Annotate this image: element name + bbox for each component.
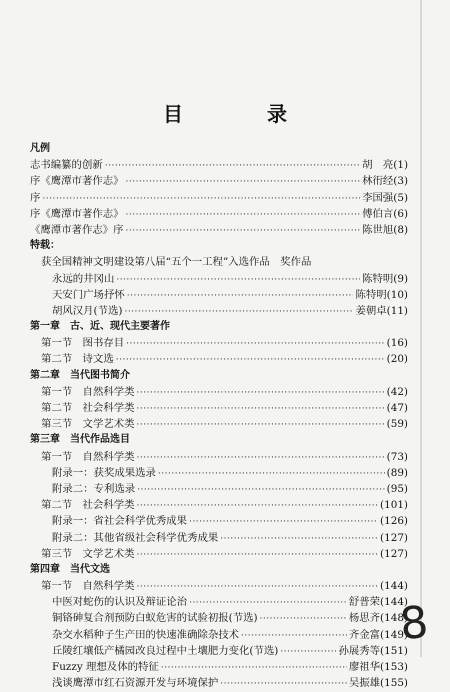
toc-entry-label: 第一章 古、近、现代主要著作 <box>30 321 170 333</box>
toc-dot-leader <box>137 498 379 514</box>
toc-entry <box>30 303 408 319</box>
toc-entry-page: 傅伯言(6) <box>362 207 408 220</box>
toc-entry-label: 第三节 文学艺术类 <box>41 418 135 431</box>
toc-dot-leader <box>42 191 360 207</box>
toc-entry <box>30 287 408 303</box>
toc-dot-leader <box>220 676 347 692</box>
toc-entry <box>30 497 408 513</box>
toc-entry-page: 陈世旭(8) <box>362 223 408 236</box>
toc-entry-page: 姜朝卓(11) <box>355 304 408 317</box>
toc-entry <box>30 400 408 416</box>
toc-entry-label: 获全国精神文明建设第八届“五个一工程”入选作品 奖作品 <box>41 256 312 269</box>
toc-entry-label: 第三节 文学艺术类 <box>41 547 135 560</box>
toc-entry-page: (95) <box>386 482 408 495</box>
toc-dot-leader <box>137 401 385 417</box>
toc-dot-leader <box>126 336 385 352</box>
toc-dot-leader <box>127 288 354 304</box>
toc-entry <box>30 610 408 626</box>
toc-dot-leader <box>241 628 347 644</box>
toc-dot-leader <box>280 644 336 660</box>
toc-dot-leader <box>124 304 353 320</box>
toc-entry <box>30 222 408 238</box>
toc-entry-label: 第四章 当代文选 <box>30 563 110 575</box>
toc-entry <box>30 530 408 546</box>
toc-entry-label: 铜铬砷复合剂预防白蚁危害的试验初报(节选) <box>52 612 258 625</box>
toc-entry-label: 胡风汉月(节选) <box>52 304 123 317</box>
toc-entry-label: 凡例 <box>30 143 50 154</box>
toc-entry-page: 舒普荣(144) <box>348 596 408 609</box>
toc-entry-label: 第一节 图书存目 <box>41 337 125 350</box>
toc-entry-label: 第二节 社会科学类 <box>41 499 135 512</box>
toc-entry-page: (144) <box>380 580 408 593</box>
toc-entry <box>30 254 408 270</box>
toc-entry-page: (127) <box>380 531 408 544</box>
toc-entry <box>30 465 408 481</box>
toc-entry-label: 第二节 社会科学类 <box>41 402 135 414</box>
toc-dot-leader <box>137 417 385 433</box>
toc-entry-page: 陈特明(9) <box>362 272 408 285</box>
toc-entry-label: Fuzzy 理想及体的特征 <box>52 661 159 673</box>
toc-dot-leader <box>260 611 347 627</box>
toc-entry-label: 序《鹰潭市著作志》 <box>30 175 124 188</box>
toc-entry-page: (127) <box>380 547 408 560</box>
toc-dot-leader <box>116 272 360 288</box>
toc-dot-leader <box>105 158 360 174</box>
toc-entry <box>30 546 408 562</box>
toc-entry <box>30 432 408 448</box>
handwritten-page-mark: 8 <box>397 596 431 651</box>
toc-entry-label: 志书编纂的创新 <box>30 159 103 172</box>
toc-entry-label: 第一节 自然科学类 <box>41 385 135 398</box>
toc-entry-label: 《鹰潭市著作志》序 <box>30 223 124 236</box>
toc-entry <box>30 449 408 465</box>
toc-entry-label: 浅谈鹰潭市红石资源开发与环境保护 <box>52 677 219 690</box>
toc-dot-leader <box>137 450 385 466</box>
toc-entry-label: 附录二：专利选录 <box>52 482 136 495</box>
toc-entry-page: 李国强(5) <box>362 191 408 204</box>
toc-entry-page: (126) <box>380 515 408 528</box>
toc-entry-page: (47) <box>386 402 408 414</box>
toc-entry <box>30 157 408 173</box>
toc-entry-page: (42) <box>386 385 408 398</box>
toc-entry <box>30 627 408 643</box>
toc-entry-page: (101) <box>380 499 408 512</box>
toc-entry-label: 杂交水稻种子生产田的快速准确除杂技术 <box>52 628 240 641</box>
toc-entry <box>30 675 408 691</box>
toc-dot-leader <box>137 482 385 498</box>
toc-dot-leader <box>126 207 361 223</box>
toc-entry-page: 吴振雄(155) <box>348 677 408 690</box>
toc-entry <box>30 659 408 675</box>
toc-entry-label: 第三章 当代作品选目 <box>30 434 130 446</box>
toc-dot-leader <box>189 514 378 530</box>
toc-entry <box>30 190 408 206</box>
toc-entry-page: (16) <box>386 337 408 350</box>
toc-entry-label: 第二章 当代图书简介 <box>30 369 130 381</box>
toc-entry-page: 杨思齐(148) <box>348 612 408 625</box>
toc-entry <box>30 384 408 400</box>
toc-entry <box>30 562 408 578</box>
toc-entry-label: 序 <box>30 191 41 204</box>
toc-dot-leader <box>137 547 379 563</box>
toc-entry <box>30 206 408 222</box>
toc-entry-label: 第一节 自然科学类 <box>41 580 135 593</box>
toc-entry <box>30 173 408 189</box>
toc-entry-page: 齐金富(149) <box>348 628 408 641</box>
toc-dot-leader <box>137 579 379 595</box>
toc-entry <box>30 319 408 335</box>
toc-entry-page: 胡 亮(1) <box>362 159 408 172</box>
toc-entry-label: 第一节 自然科学类 <box>41 450 135 463</box>
toc-entry-page: (73) <box>386 450 408 463</box>
toc-dot-leader <box>220 531 378 547</box>
toc-entry-page: 廖祖华(153) <box>348 661 408 673</box>
toc-entry <box>30 513 408 529</box>
toc-entry <box>30 578 408 594</box>
toc-entry <box>30 416 408 432</box>
toc-dot-leader <box>116 352 385 368</box>
toc-dot-leader <box>189 595 347 611</box>
toc-entry <box>30 238 408 254</box>
toc-entry-label: 中医对蛇伤的认识及辩证论治 <box>52 596 188 609</box>
toc-entry-page: 陈特明(10) <box>355 288 408 301</box>
table-of-contents <box>30 141 408 691</box>
toc-entry-label: 天安门广场抒怀 <box>52 288 125 301</box>
toc-entry <box>30 335 408 351</box>
toc-entry-label: 第二节 诗文选 <box>41 353 114 366</box>
toc-dot-leader <box>137 385 385 401</box>
toc-entry-label: 序《鹰潭市著作志》 <box>30 207 124 220</box>
toc-entry <box>30 351 408 367</box>
toc-entry-page: (20) <box>386 353 408 366</box>
toc-entry <box>30 481 408 497</box>
toc-entry-page: 孙展秀等(151) <box>338 644 408 657</box>
toc-entry-label: 特载： <box>30 240 60 252</box>
toc-dot-leader <box>126 174 361 190</box>
toc-entry-page: (59) <box>386 418 408 431</box>
toc-entry <box>30 271 408 287</box>
toc-entry-label: 附录一：获奖成果选录 <box>52 466 156 479</box>
page-title: 目 录 <box>163 102 319 126</box>
toc-entry-page: 林衎经(3) <box>362 175 408 188</box>
toc-entry-label: 永远的井冈山 <box>52 272 115 285</box>
toc-entry <box>30 594 408 610</box>
toc-dot-leader <box>158 466 385 482</box>
toc-dot-leader <box>161 660 347 676</box>
toc-dot-leader <box>126 223 361 239</box>
toc-entry-label: 附录一：省社会科学优秀成果 <box>52 515 188 528</box>
toc-entry-page: (89) <box>386 466 408 479</box>
toc-entry <box>30 368 408 384</box>
toc-entry-label: 丘陵红壤低产橘园改良过程中土壤肥力变化(节选) <box>52 644 279 657</box>
toc-entry-label: 附录二：其他省级社会科学优秀成果 <box>52 531 219 544</box>
toc-entry <box>30 141 408 157</box>
